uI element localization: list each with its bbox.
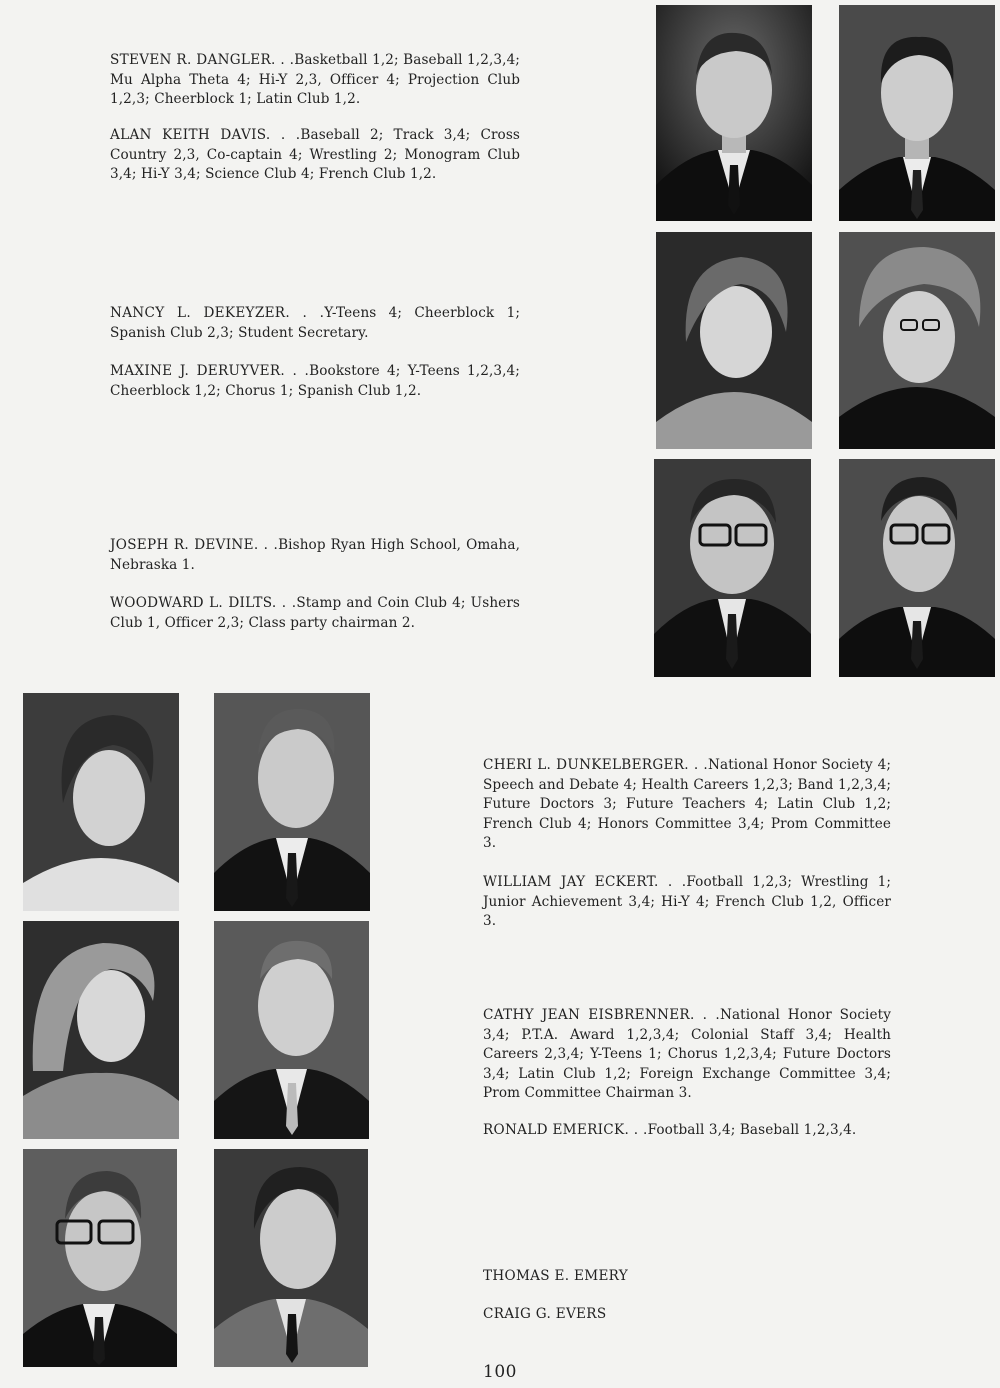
bio-woodward-dilts bbox=[110, 594, 520, 633]
bio-name: RONALD EMERICK. . . bbox=[483, 1122, 648, 1138]
bio-maxine-deruyver bbox=[110, 362, 520, 401]
bio-steven-dangler bbox=[110, 51, 520, 110]
portrait-photo bbox=[656, 232, 812, 449]
bio-name: WOODWARD L. DILTS. . . bbox=[110, 595, 297, 611]
bio-activities: Y-Teens 4; Cheerblock 1; Spanish Club 2,3; Student Secretary. bbox=[110, 305, 521, 341]
bio-nancy-dekeyzer bbox=[110, 304, 520, 343]
bio-activities: Football 1,2,3; Wrestling 1; Junior Achievement 3,4; Hi-Y 4; French Club 1,2, Officer 3. bbox=[483, 874, 891, 929]
bio-cheri-dunkelberger bbox=[483, 756, 891, 854]
bio-william-eckert bbox=[483, 873, 891, 932]
portrait-photo bbox=[214, 921, 369, 1139]
portrait-photo bbox=[839, 232, 995, 449]
bio-name: STEVEN R. DANGLER. . . bbox=[110, 52, 295, 68]
bio-activities: National Honor Society 3,4; P.T.A. Award 1,2,3,4; Colonial Staff 3,4; Health Careers 2,3,4; Y-Teens 1; Chorus 1,2,3,4; Future Doctors 3,4; Latin Club 1,2; Foreign Exchange Committee 3,4; Prom Committee Chairman 3. bbox=[483, 1007, 891, 1101]
bio-name: CHERI L. DUNKELBERGER. . . bbox=[483, 757, 709, 773]
portrait-photo bbox=[654, 459, 811, 677]
bio-activities: Bishop Ryan High School, Omaha, Nebraska 1. bbox=[110, 537, 520, 573]
portrait-photo bbox=[23, 1149, 177, 1367]
bio-name: WILLIAM JAY ECKERT. . . bbox=[483, 874, 687, 890]
portrait-photo bbox=[656, 5, 812, 221]
bio-activities: Basketball 1,2; Baseball 1,2,3,4; Mu Alpha Theta 4; Hi-Y 2,3, Officer 4; Projection Club 1,2,3; Cheerblock 1; Latin Club 1,2. bbox=[110, 52, 520, 107]
bio-alan-davis bbox=[110, 126, 520, 185]
bio-name: MAXINE J. DERUYVER. . . bbox=[110, 363, 310, 379]
bio-joseph-devine bbox=[110, 536, 520, 575]
bio-name: NANCY L. DEKEYZER. . . bbox=[110, 305, 325, 321]
bio-name: ALAN KEITH DAVIS. . . bbox=[110, 127, 301, 143]
bio-craig-evers bbox=[483, 1305, 891, 1325]
portrait-photo bbox=[214, 1149, 368, 1367]
bio-activities: Baseball 2; Track 3,4; Cross Country 2,3, Co-captain 4; Wrestling 2; Monogram Club 3,4; Hi-Y 3,4; Science Club 4; French Club 1,2. bbox=[110, 127, 520, 182]
bio-activities: Bookstore 4; Y-Teens 1,2,3,4; Cheerblock 1,2; Chorus 1; Spanish Club 1,2. bbox=[110, 363, 520, 399]
portrait-photo bbox=[214, 693, 370, 911]
portrait-photo bbox=[839, 5, 995, 221]
bio-activities: Football 3,4; Baseball 1,2,3,4. bbox=[647, 1122, 857, 1138]
bio-activities: Stamp and Coin Club 4; Ushers Club 1, Officer 2,3; Class party chairman 2. bbox=[110, 595, 520, 631]
portrait-photo bbox=[23, 921, 179, 1139]
bio-cathy-eisbrenner bbox=[483, 1006, 891, 1104]
portrait-photo bbox=[23, 693, 179, 911]
page-number: 100 bbox=[483, 1362, 517, 1382]
bio-name: THOMAS E. EMERY bbox=[483, 1268, 629, 1284]
bio-name: JOSEPH R. DEVINE. . . bbox=[110, 537, 279, 553]
bio-ronald-emerick bbox=[483, 1121, 891, 1141]
bio-name: CATHY JEAN EISBRENNER. . . bbox=[483, 1007, 720, 1023]
bio-name: CRAIG G. EVERS bbox=[483, 1306, 607, 1322]
portrait-photo bbox=[839, 459, 995, 677]
bio-activities: National Honor Society 4; Speech and Debate 4; Health Careers 1,2,3; Band 1,2,3,4; Future Doctors 3; Future Teachers 4; Latin Club 1,2; French Club 4; Honors Committee 3,4; Prom Committee 3. bbox=[483, 757, 892, 851]
bio-thomas-emery bbox=[483, 1267, 891, 1287]
